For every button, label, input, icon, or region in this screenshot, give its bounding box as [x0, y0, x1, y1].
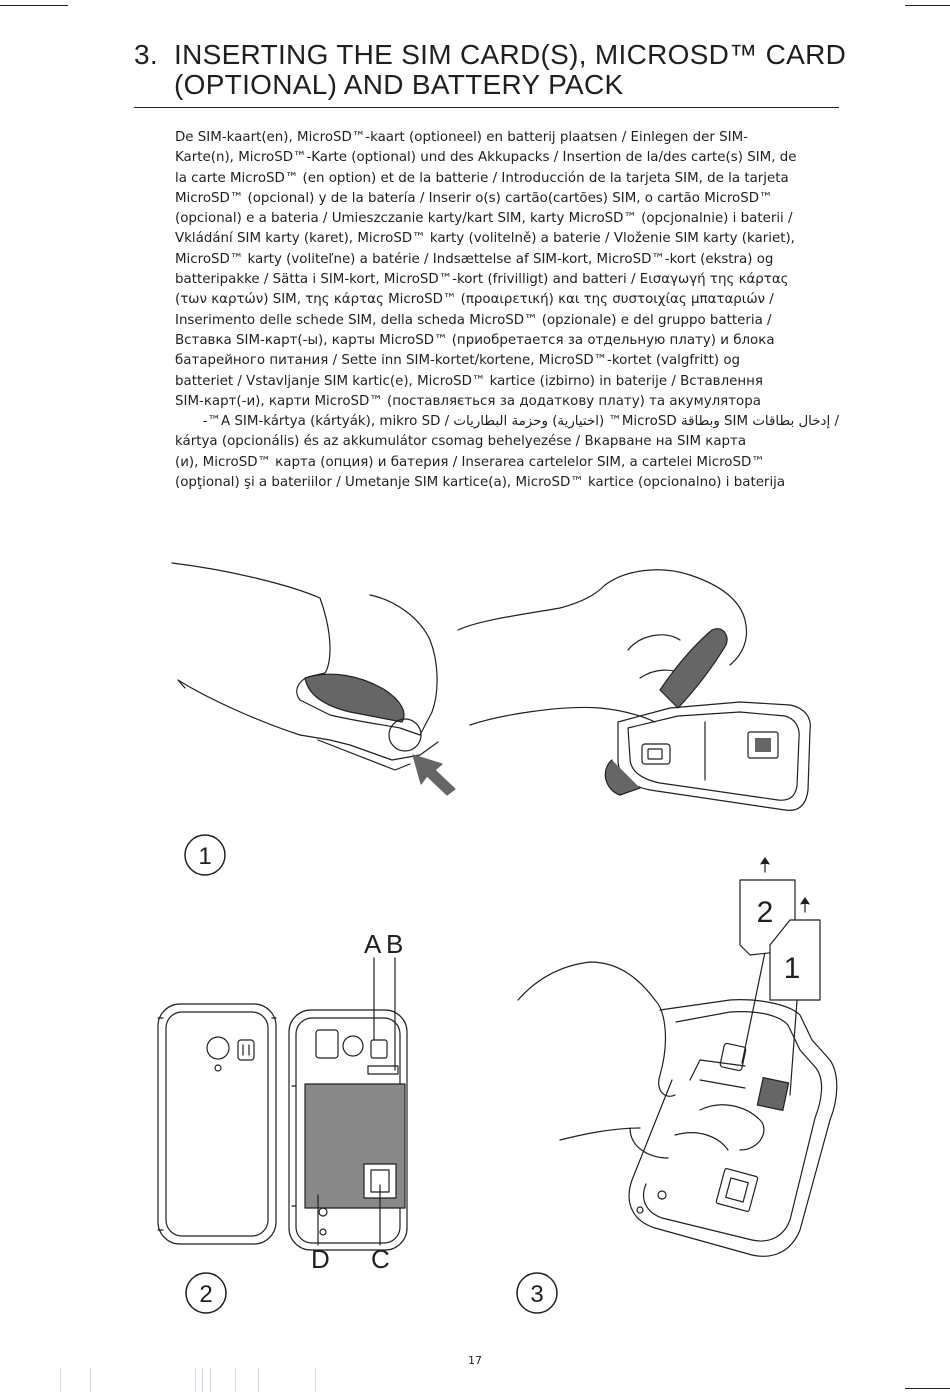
translation-line: MicroSD™ (opcional) y de la batería / Inserir o(s) cartão(cartões) SIM, o cartão MicroSD™	[175, 190, 773, 206]
crop-mark-top-right	[905, 5, 950, 6]
slot-label-a: A	[364, 929, 382, 959]
translation-line: (των καρτών) SIM, της κάρτας MicroSD™ (προαιρετική) και της συστοιχίας μπαταριών /	[175, 292, 774, 308]
translations-paragraph	[175, 128, 839, 493]
slot-label-c: C	[371, 1244, 390, 1274]
translation-line: MicroSD™ karty (voliteľne) a batérie / Indsættelse af SIM-kort, MicroSD™-kort (ekstra) og	[175, 251, 774, 267]
translation-line: batteripakke / Sätta i SIM-kort, MicroSD™-kort (frivilligt) and batteri / Εισαγωγή της κάρτας	[175, 272, 789, 288]
pull-tab	[660, 629, 727, 708]
translation-line: / إدخال بطاقات SIM وبطاقة MicroSD™ (اختيارية) وحزمة البطاريات / A SIM-kártya (kártyák), mikro SD™-	[202, 414, 839, 430]
translation-line: (opcional) e a bateria / Umieszczanie karty/kart SIM, karty MicroSD™ (opcjonalnie) i baterii /	[175, 211, 793, 227]
translation-line: De SIM-kaart(en), MicroSD™-kaart (optioneel) en batterij plaatsen / Einlegen der SIM-	[175, 130, 748, 145]
translation-line: (opţional) şi a bateriilor / Umetanje SIM kartice(a), MicroSD™ kartice (opcionalno) i baterija	[175, 475, 786, 491]
remove-cover-illustration	[172, 563, 455, 795]
card-label-2: 2	[756, 896, 774, 929]
step-2-label: 2	[199, 1281, 213, 1308]
slot-label-d: D	[311, 1244, 330, 1274]
pull-battery-illustration	[458, 570, 810, 811]
translation-line: (и), MicroSD™ карта (опция) и батерия / Inserarea cartelelor SIM, a cartelei MicroSD™	[175, 454, 765, 470]
sim-cards-diagram	[740, 858, 820, 1000]
crop-mark-bottom-right	[905, 1388, 950, 1389]
translation-line: Inserimento delle schede SIM, della scheda MicroSD™ (opzionale) e del gruppo batteria /	[175, 312, 772, 328]
back-cover-piece	[305, 674, 404, 722]
slot-label-b: B	[386, 929, 404, 959]
phone-open-illustration	[289, 1010, 407, 1250]
step-1-label: 1	[198, 843, 212, 870]
translation-line: kártya (opcionális) és az akkumulátor csomag behelyezése / Вкарване на SIM карта	[175, 434, 747, 450]
section-title: INSERTING THE SIM CARD(S), MICROSD™ CARD (OPTIONAL) AND BATTERY PACK	[174, 39, 847, 100]
phone-back-illustration	[158, 1004, 276, 1244]
section-number: 3.	[134, 39, 158, 70]
translation-line: Вставка SIM-карт(-ы), карты MicroSD™ (приобретается за отдельную плату) и блока	[175, 332, 775, 348]
translation-line: Vkládání SIM karty (karet), MicroSD™ karty (volitelně) a baterie / Vloženie SIM karty (kariet),	[175, 231, 795, 247]
heading-rule	[134, 107, 839, 108]
translation-line: la carte MicroSD™ (en option) et de la batterie / Introducción de la tarjeta SIM, de la tarjeta	[175, 170, 789, 186]
crop-mark-top-left	[0, 5, 68, 6]
installation-illustration	[0, 520, 950, 1320]
translation-line: batteriet / Vstavljanje SIM kartic(e), MicroSD™ kartice (izbirno) in baterije / Вставлення	[175, 373, 763, 389]
translation-line: SIM-карт(-и), карти MicroSD™ (поставляється за додаткову плату) та акумулятора	[175, 393, 761, 409]
push-arrow	[413, 755, 455, 795]
page-number: 17	[468, 1354, 482, 1367]
translation-line: батарейного питания / Sette inn SIM-kortet/kortene, MicroSD™-kortet (valgfritt) og	[175, 353, 741, 369]
step-3-label: 3	[530, 1281, 544, 1308]
translation-line: Karte(n), MicroSD™-Karte (optional) und des Akkupacks / Insertion de la/des carte(s) SIM, de	[175, 150, 797, 166]
card-label-1: 1	[783, 952, 801, 985]
